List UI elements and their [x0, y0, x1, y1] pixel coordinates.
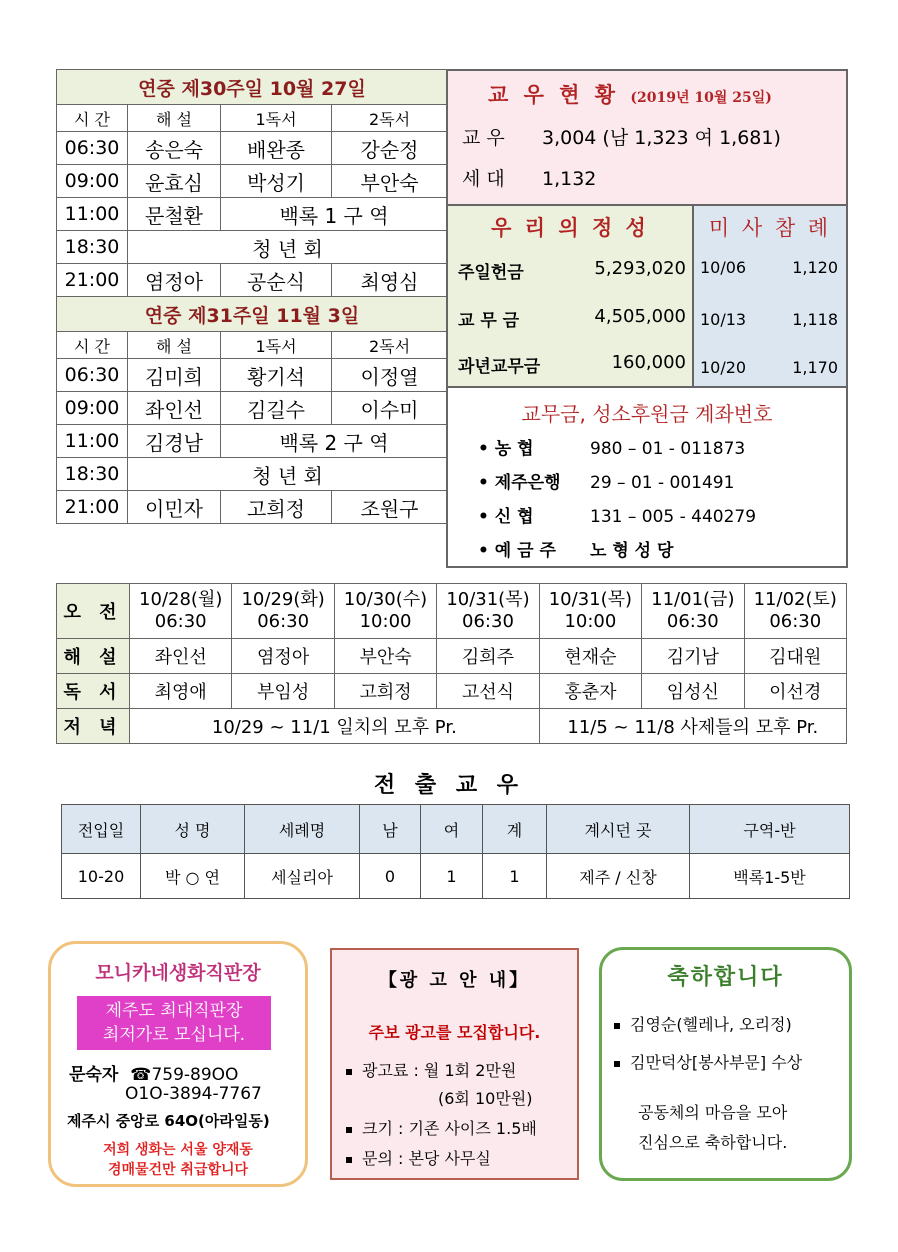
- transfer-cell: 10-20: [62, 854, 141, 899]
- transfer-header: 여: [421, 805, 483, 854]
- day-time: 10:00: [359, 611, 412, 632]
- reading2-cell: 이수미: [332, 392, 448, 425]
- congrats-box: [599, 947, 852, 1181]
- time-cell: 18:30: [57, 231, 128, 264]
- transfer-cell: 제주 / 신창: [547, 854, 690, 899]
- parish-status-box: [446, 69, 848, 206]
- ad-notice-item-text: 문의 : 본당 사무실: [362, 1149, 491, 1168]
- attendance-date: 10/20: [700, 358, 747, 377]
- ad-notice-box: [330, 948, 579, 1180]
- evening-row-label: 저 녁: [57, 709, 130, 744]
- reading2-cell: 조원구: [332, 491, 448, 524]
- ad-notice-item: [346, 1146, 491, 1169]
- offering-value: 4,505,000: [594, 306, 686, 327]
- day-header: [642, 584, 744, 639]
- monica-contact: [69, 1060, 238, 1085]
- day-header: [744, 584, 846, 639]
- reading2-cell: 최영심: [332, 264, 448, 297]
- account-number: 980 – 01 - 011873: [590, 439, 746, 459]
- transfer-cell: 0: [360, 854, 421, 899]
- day-header: [437, 584, 539, 639]
- attendance-count: 1,170: [792, 358, 838, 377]
- congrats-item: [614, 1012, 792, 1035]
- ad-notice-item: [346, 1116, 537, 1139]
- table-row: [57, 231, 448, 264]
- account-row: • 제주은행 29 – 01 - 001491: [478, 473, 735, 493]
- time-cell: 11:00: [57, 425, 128, 458]
- header-time: 시 간: [57, 105, 128, 132]
- account-holder: 노 형 성 당: [590, 541, 674, 561]
- parish-status-title: 교 우 현 황: [488, 83, 620, 107]
- table-row: [62, 854, 850, 899]
- time-cell: 21:00: [57, 491, 128, 524]
- transfer-header: 계: [483, 805, 547, 854]
- commentary-cell: 송은숙: [128, 132, 221, 165]
- commentary-cell: 김미희: [128, 359, 221, 392]
- day-time: 06:30: [257, 611, 310, 632]
- offering-label: 과년교무금: [458, 357, 541, 377]
- commentary-cell: 이민자: [128, 491, 221, 524]
- offerings-box: [446, 204, 694, 388]
- congrats-item: [614, 1050, 802, 1073]
- transfer-cell: 백록1-5반: [690, 854, 850, 899]
- weekday-header-label: 오 전: [57, 584, 130, 639]
- day-date: 10/28(월): [139, 589, 223, 610]
- table-row: [57, 165, 448, 198]
- commentary-cell: 김희주: [437, 639, 539, 674]
- congrats-item-text: 김만덕상[봉사부문] 수상: [630, 1053, 803, 1072]
- reading1-cell: 배완종: [221, 132, 332, 165]
- monica-banner-line: 최저가로 모십니다.: [102, 1025, 246, 1045]
- account-bank: 예 금 주: [494, 541, 556, 561]
- header-commentary: 해 설: [128, 105, 221, 132]
- transfer-header: 전입일: [62, 805, 141, 854]
- table-row: [57, 491, 448, 524]
- congrats-title: 축하합니다: [667, 965, 784, 990]
- day-date: 10/31(목): [548, 589, 633, 610]
- header-time: 시 간: [57, 332, 128, 359]
- commentary-cell: 좌인선: [128, 392, 221, 425]
- reading2-cell: 부안숙: [332, 165, 448, 198]
- transfer-table: [61, 804, 850, 899]
- monica-address: 제주시 중앙로 64O(아라일동): [67, 1112, 270, 1130]
- attendance-row: [700, 310, 838, 329]
- offering-value: 5,293,020: [594, 258, 686, 279]
- accounts-title: 교무금, 성소후원금 계좌번호: [521, 402, 773, 426]
- table-row: [57, 709, 847, 744]
- congrats-message: 공동체의 마음을 모아: [638, 1103, 788, 1122]
- time-cell: 11:00: [57, 198, 128, 231]
- evening-cell-2: 11/5 ~ 11/8 사제들의 모후 Pr.: [539, 709, 846, 744]
- header-commentary: 해 설: [128, 332, 221, 359]
- table-row: [57, 359, 448, 392]
- transfer-header: 남: [360, 805, 421, 854]
- reading1-cell: 김길수: [221, 392, 332, 425]
- day-time: 06:30: [154, 611, 207, 632]
- accounts-box: [446, 386, 848, 568]
- reading-cell: 홍춘자: [539, 674, 641, 709]
- commentary-cell: 김기남: [642, 639, 744, 674]
- district-cell: 백록 2 구 역: [221, 425, 448, 458]
- district-cell: 백록 1 구 역: [221, 198, 448, 231]
- day-date: 11/02(토): [753, 589, 837, 610]
- day-date: 10/29(화): [241, 589, 325, 610]
- commentary-cell: 김대원: [744, 639, 846, 674]
- commentary-cell: 염정아: [232, 639, 334, 674]
- ad-notice-item-note: (6회 10만원): [438, 1089, 533, 1108]
- table-row: [57, 264, 448, 297]
- commentary-cell: 좌인선: [130, 639, 232, 674]
- weekday-schedule-table: [56, 583, 847, 744]
- reading1-cell: 고희정: [221, 491, 332, 524]
- reading1-cell: 공순식: [221, 264, 332, 297]
- attendance-box: [692, 204, 848, 388]
- account-row: • 예 금 주 노 형 성 당: [478, 541, 674, 561]
- offering-label: 교 무 금: [458, 311, 520, 331]
- offering-row: [458, 352, 686, 377]
- reading-cell: 이선경: [744, 674, 846, 709]
- time-cell: 18:30: [57, 458, 128, 491]
- table-row: [57, 198, 448, 231]
- commentary-cell: 현재순: [539, 639, 641, 674]
- offering-row: [458, 258, 686, 283]
- account-bank: 농 협: [494, 439, 534, 459]
- reading-cell: 고희정: [334, 674, 436, 709]
- transfer-cell: 1: [421, 854, 483, 899]
- reading-cell: 최영애: [130, 674, 232, 709]
- monica-phone2: O1O-3894-7767: [125, 1084, 262, 1104]
- commentary-cell: 부안숙: [334, 639, 436, 674]
- attendance-date: 10/13: [700, 310, 747, 329]
- header-reading1: 1독서: [221, 105, 332, 132]
- congrats-item-text: 김영순(헬레나, 오리정): [630, 1015, 792, 1034]
- offerings-title: 우 리 의 정 성: [491, 216, 649, 240]
- time-cell: 06:30: [57, 132, 128, 165]
- attendance-row: [700, 258, 838, 277]
- account-number: 131 – 005 - 440279: [590, 507, 757, 527]
- day-date: 10/30(수): [343, 589, 428, 610]
- transfer-cell: 1: [483, 854, 547, 899]
- youth-cell: 청 년 회: [128, 231, 448, 264]
- transfer-cell: 박 ○ 연: [141, 854, 245, 899]
- commentary-cell: 염정아: [128, 264, 221, 297]
- monica-title: 모니카네생화직판장: [95, 962, 261, 984]
- day-date: 10/31(목): [446, 589, 530, 610]
- commentary-cell: 윤효심: [128, 165, 221, 198]
- ad-notice-subtitle: 주보 광고를 모집합니다.: [368, 1023, 541, 1042]
- reading-cell: 고선식: [437, 674, 539, 709]
- time-cell: 09:00: [57, 392, 128, 425]
- table-row: [57, 674, 847, 709]
- commentary-cell: 문철환: [128, 198, 221, 231]
- day-header: [539, 584, 641, 639]
- time-cell: 21:00: [57, 264, 128, 297]
- ad-notice-title: 【광 고 안 내】: [378, 970, 531, 991]
- households-value: 1,132: [542, 168, 597, 190]
- attendance-count: 1,120: [792, 258, 838, 277]
- account-bank: 신 협: [494, 507, 534, 527]
- evening-cell-1: 10/29 ~ 11/1 일치의 모후 Pr.: [130, 709, 540, 744]
- day-time: 06:30: [769, 611, 822, 632]
- mass-schedule-table: [56, 69, 448, 524]
- households-line: [462, 164, 596, 191]
- day-header: [334, 584, 436, 639]
- congrats-message: 진심으로 축하합니다.: [638, 1133, 788, 1152]
- monica-note-line: 저희 생화는 서울 양재동: [103, 1142, 253, 1158]
- ad-notice-item-text: 크기 : 기존 사이즈 1.5배: [362, 1119, 537, 1138]
- header-reading2: 2독서: [332, 105, 448, 132]
- table-row: [57, 392, 448, 425]
- monica-banner-line: 제주도 최대직판장: [105, 1001, 243, 1021]
- commentary-row-label: 해 설: [57, 639, 130, 674]
- offering-label: 주일헌금: [458, 263, 524, 283]
- offering-row: [458, 306, 686, 331]
- account-bank: 제주은행: [494, 473, 561, 493]
- monica-ad: [48, 941, 308, 1187]
- time-cell: 09:00: [57, 165, 128, 198]
- week31-title: 연중 제31주일 11월 3일: [57, 297, 448, 332]
- header-reading1: 1독서: [221, 332, 332, 359]
- attendance-count: 1,118: [792, 310, 838, 329]
- reading-cell: 임성신: [642, 674, 744, 709]
- members-line: [462, 123, 781, 150]
- reading-row-label: 독 서: [57, 674, 130, 709]
- account-row: • 농 협 980 – 01 - 011873: [478, 439, 746, 459]
- reading1-cell: 황기석: [221, 359, 332, 392]
- account-row: • 신 협 131 – 005 - 440279: [478, 507, 757, 527]
- ad-notice-item-text: 광고료 : 월 1회 2만원: [362, 1061, 517, 1080]
- week30-title: 연중 제30주일 10월 27일: [57, 70, 448, 105]
- transfer-header: 세례명: [245, 805, 360, 854]
- table-row: [57, 425, 448, 458]
- monica-note: [51, 1140, 305, 1180]
- reading2-cell: 강순정: [332, 132, 448, 165]
- table-row: [57, 458, 448, 491]
- day-date: 11/01(금): [651, 589, 735, 610]
- monica-banner: [77, 996, 271, 1050]
- attendance-row: [700, 358, 838, 377]
- time-cell: 06:30: [57, 359, 128, 392]
- transfer-header: 성 명: [141, 805, 245, 854]
- reading-cell: 부임성: [232, 674, 334, 709]
- ad-notice-item: [346, 1058, 516, 1081]
- reading1-cell: 박성기: [221, 165, 332, 198]
- monica-name: 문숙자: [69, 1065, 119, 1085]
- transfer-title: 전 출 교 우: [374, 773, 524, 798]
- attendance-title: 미 사 참 례: [708, 216, 832, 240]
- attendance-date: 10/06: [700, 258, 747, 277]
- day-header: [130, 584, 232, 639]
- households-label: 세 대: [462, 168, 505, 190]
- monica-phone1: ☎759-89OO: [130, 1065, 239, 1085]
- account-number: 29 – 01 - 001491: [590, 473, 735, 493]
- day-header: [232, 584, 334, 639]
- day-time: 06:30: [462, 611, 514, 632]
- transfer-cell: 세실리아: [245, 854, 360, 899]
- header-reading2: 2독서: [332, 332, 448, 359]
- members-value: 3,004 (남 1,323 여 1,681): [542, 127, 781, 149]
- transfer-header: 계시던 곳: [547, 805, 690, 854]
- transfer-header: 구역-반: [690, 805, 850, 854]
- commentary-cell: 김경남: [128, 425, 221, 458]
- offering-value: 160,000: [611, 352, 686, 373]
- day-time: 06:30: [666, 611, 719, 632]
- monica-note-line: 경매물건만 취급합니다: [107, 1162, 249, 1178]
- table-row: [57, 132, 448, 165]
- members-label: 교 우: [462, 127, 505, 149]
- day-time: 10:00: [564, 611, 617, 632]
- youth-cell: 청 년 회: [128, 458, 448, 491]
- parish-status-date: (2019년 10월 25일): [630, 90, 772, 106]
- table-row: [57, 639, 847, 674]
- reading2-cell: 이정열: [332, 359, 448, 392]
